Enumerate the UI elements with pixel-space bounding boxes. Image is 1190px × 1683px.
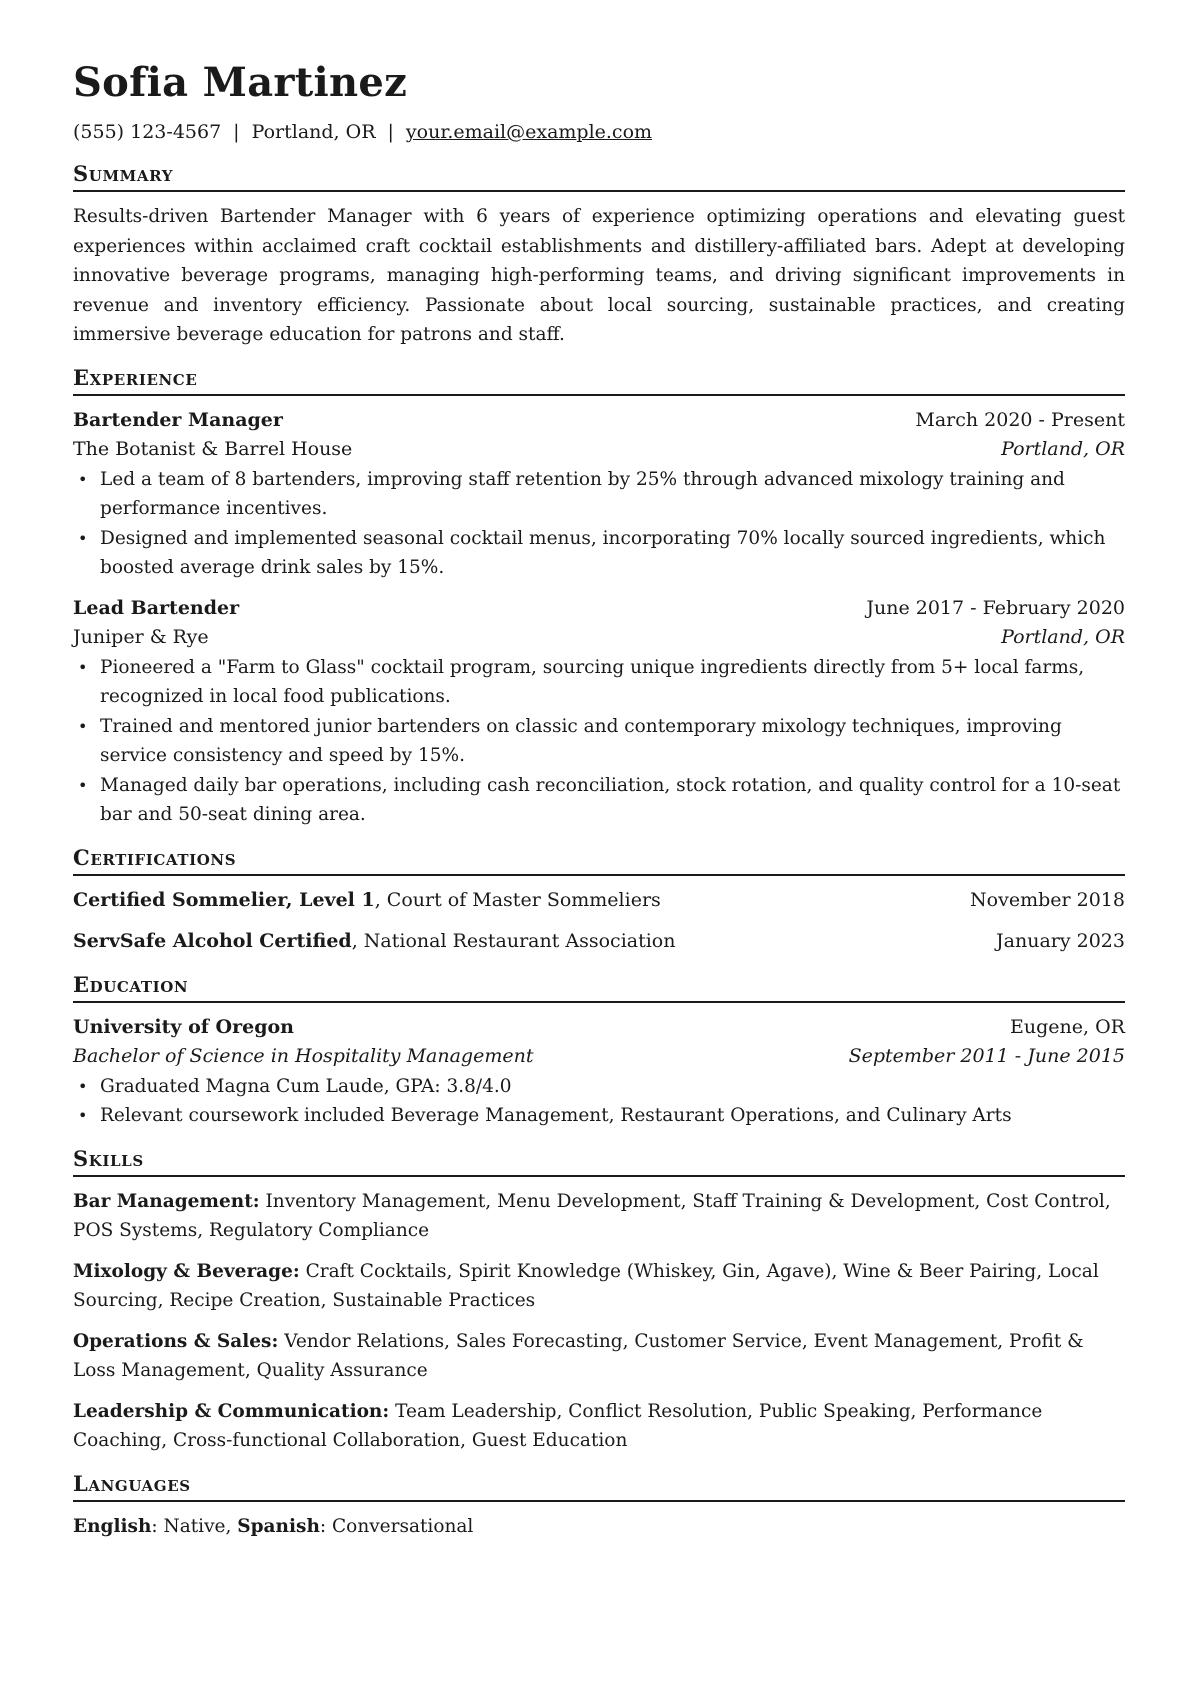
education-dates: September 2011 - June 2015 xyxy=(848,1045,1125,1067)
skill-list: Inventory Management, Menu Development, Staff Training & Development, Cost Control, POS Systems, Regulatory Compliance xyxy=(73,1190,1111,1241)
certification-issuer: , Court of Master Sommeliers xyxy=(374,888,661,911)
candidate-name: Sofia Martinez xyxy=(73,59,408,106)
school-location: Eugene, OR xyxy=(1010,1015,1125,1038)
bullet-item: • Relevant coursework included Beverage Management, Restaurant Operations, and Culinary Arts xyxy=(100,1101,1125,1131)
certification-date: January 2023 xyxy=(996,930,1125,952)
skill-list: Vendor Relations, Sales Forecasting, Customer Service, Event Management, Profit & Loss Management, Quality Assurance xyxy=(73,1330,1084,1381)
contact-separator: | xyxy=(387,121,394,143)
certification-row xyxy=(73,886,1125,916)
summary-text: Results-driven Bartender Manager with 6 years of experience optimizing operations and elevating guest experiences within acclaimed craft cocktail establishments and distillery-affiliated bars. Adept at developing innovative beverage programs, managing high-performing teams, and driving significant improvements in revenue and inventory efficiency. Passionate about local sourcing, sustainable practices, and creating immersive beverage education for patrons and staff. xyxy=(73,206,1125,345)
bullet-item: • Led a team of 8 bartenders, improving staff retention by 25% through advanced mixology training and performance incentives. xyxy=(100,465,1125,524)
job-dates: June 2017 - February 2020 xyxy=(866,596,1125,619)
skill-list: Craft Cocktails, Spirit Knowledge (Whiskey, Gin, Agave), Wine & Beer Pairing, Local Sourcing, Recipe Creation, Sustainable Practices xyxy=(73,1260,1099,1311)
skill-label: Operations & Sales: xyxy=(73,1330,279,1352)
education-bullets xyxy=(73,1072,1125,1131)
section-title-summary: Summary xyxy=(73,160,1125,192)
degree-name: Bachelor of Science in Hospitality Management xyxy=(73,1045,534,1067)
experience-section xyxy=(73,364,1125,830)
contact-separator: | xyxy=(233,121,240,143)
section-title-skills: Skills xyxy=(73,1145,1125,1177)
section-title-certifications: Certifications xyxy=(73,844,1125,876)
job-bullets xyxy=(73,653,1125,830)
job-company: Juniper & Rye xyxy=(73,626,209,648)
certification-issuer: , National Restaurant Association xyxy=(351,930,676,952)
certification-name: ServSafe Alcohol Certified xyxy=(73,930,352,952)
phone-number: (555) 123-4567 xyxy=(73,121,222,143)
section-title-languages: Languages xyxy=(73,1470,1125,1502)
certifications-section xyxy=(73,844,1125,957)
bullet-item: • Managed daily bar operations, including cash reconciliation, stock rotation, and quality control for a 10-seat bar and 50-seat dining area. xyxy=(100,771,1125,830)
job-company: The Botanist & Barrel House xyxy=(73,438,353,460)
skill-list: Team Leadership, Conflict Resolution, Public Speaking, Performance Coaching, Cross-functional Collaboration, Guest Education xyxy=(73,1400,1043,1451)
skill-label: Bar Management: xyxy=(73,1190,260,1212)
language-name: English xyxy=(73,1515,152,1537)
job-location: Portland, OR xyxy=(1001,438,1125,460)
job-entry xyxy=(73,406,1125,583)
school-name: University of Oregon xyxy=(73,1015,294,1038)
location: Portland, OR xyxy=(251,121,376,143)
email-link[interactable]: your.email@example.com xyxy=(405,121,653,143)
section-title-education: Education xyxy=(73,971,1125,1003)
bullet-item: • Designed and implemented seasonal cocktail menus, incorporating 70% locally sourced ingredients, which boosted average drink sales by 15%. xyxy=(100,524,1125,583)
bullet-item: • Pioneered a "Farm to Glass" cocktail program, sourcing unique ingredients directly from 5+ local farms, recognized in local food publications. xyxy=(100,653,1125,712)
bullet-item: • Graduated Magna Cum Laude, GPA: 3.8/4.0 xyxy=(100,1072,1125,1102)
skill-label: Mixology & Beverage: xyxy=(73,1260,300,1282)
job-bullets xyxy=(73,465,1125,583)
languages-line xyxy=(73,1512,1125,1542)
contact-line xyxy=(73,118,1125,146)
skill-group xyxy=(73,1327,1125,1386)
bullet-item: • Trained and mentored junior bartenders on classic and contemporary mixology techniques, improving service consistency and speed by 15%. xyxy=(100,712,1125,771)
job-role: Bartender Manager xyxy=(73,408,283,431)
job-role: Lead Bartender xyxy=(73,596,240,619)
certification-name: Certified Sommelier, Level 1 xyxy=(73,888,375,911)
education-section xyxy=(73,971,1125,1131)
resume-page xyxy=(73,60,1125,1541)
certification-date: November 2018 xyxy=(970,888,1125,911)
language-level: : Conversational xyxy=(319,1515,474,1537)
skill-group xyxy=(73,1397,1125,1456)
job-location: Portland, OR xyxy=(1001,626,1125,648)
skills-section xyxy=(73,1145,1125,1456)
job-entry xyxy=(73,594,1125,830)
skill-label: Leadership & Communication: xyxy=(73,1400,390,1422)
job-dates: March 2020 - Present xyxy=(915,408,1125,431)
languages-section xyxy=(73,1470,1125,1542)
skill-group xyxy=(73,1257,1125,1316)
skill-group xyxy=(73,1187,1125,1246)
language-level: : Native, xyxy=(151,1515,238,1537)
summary-section xyxy=(73,160,1125,350)
language-name: Spanish xyxy=(237,1515,320,1537)
section-title-experience: Experience xyxy=(73,364,1125,396)
certification-row xyxy=(73,927,1125,957)
